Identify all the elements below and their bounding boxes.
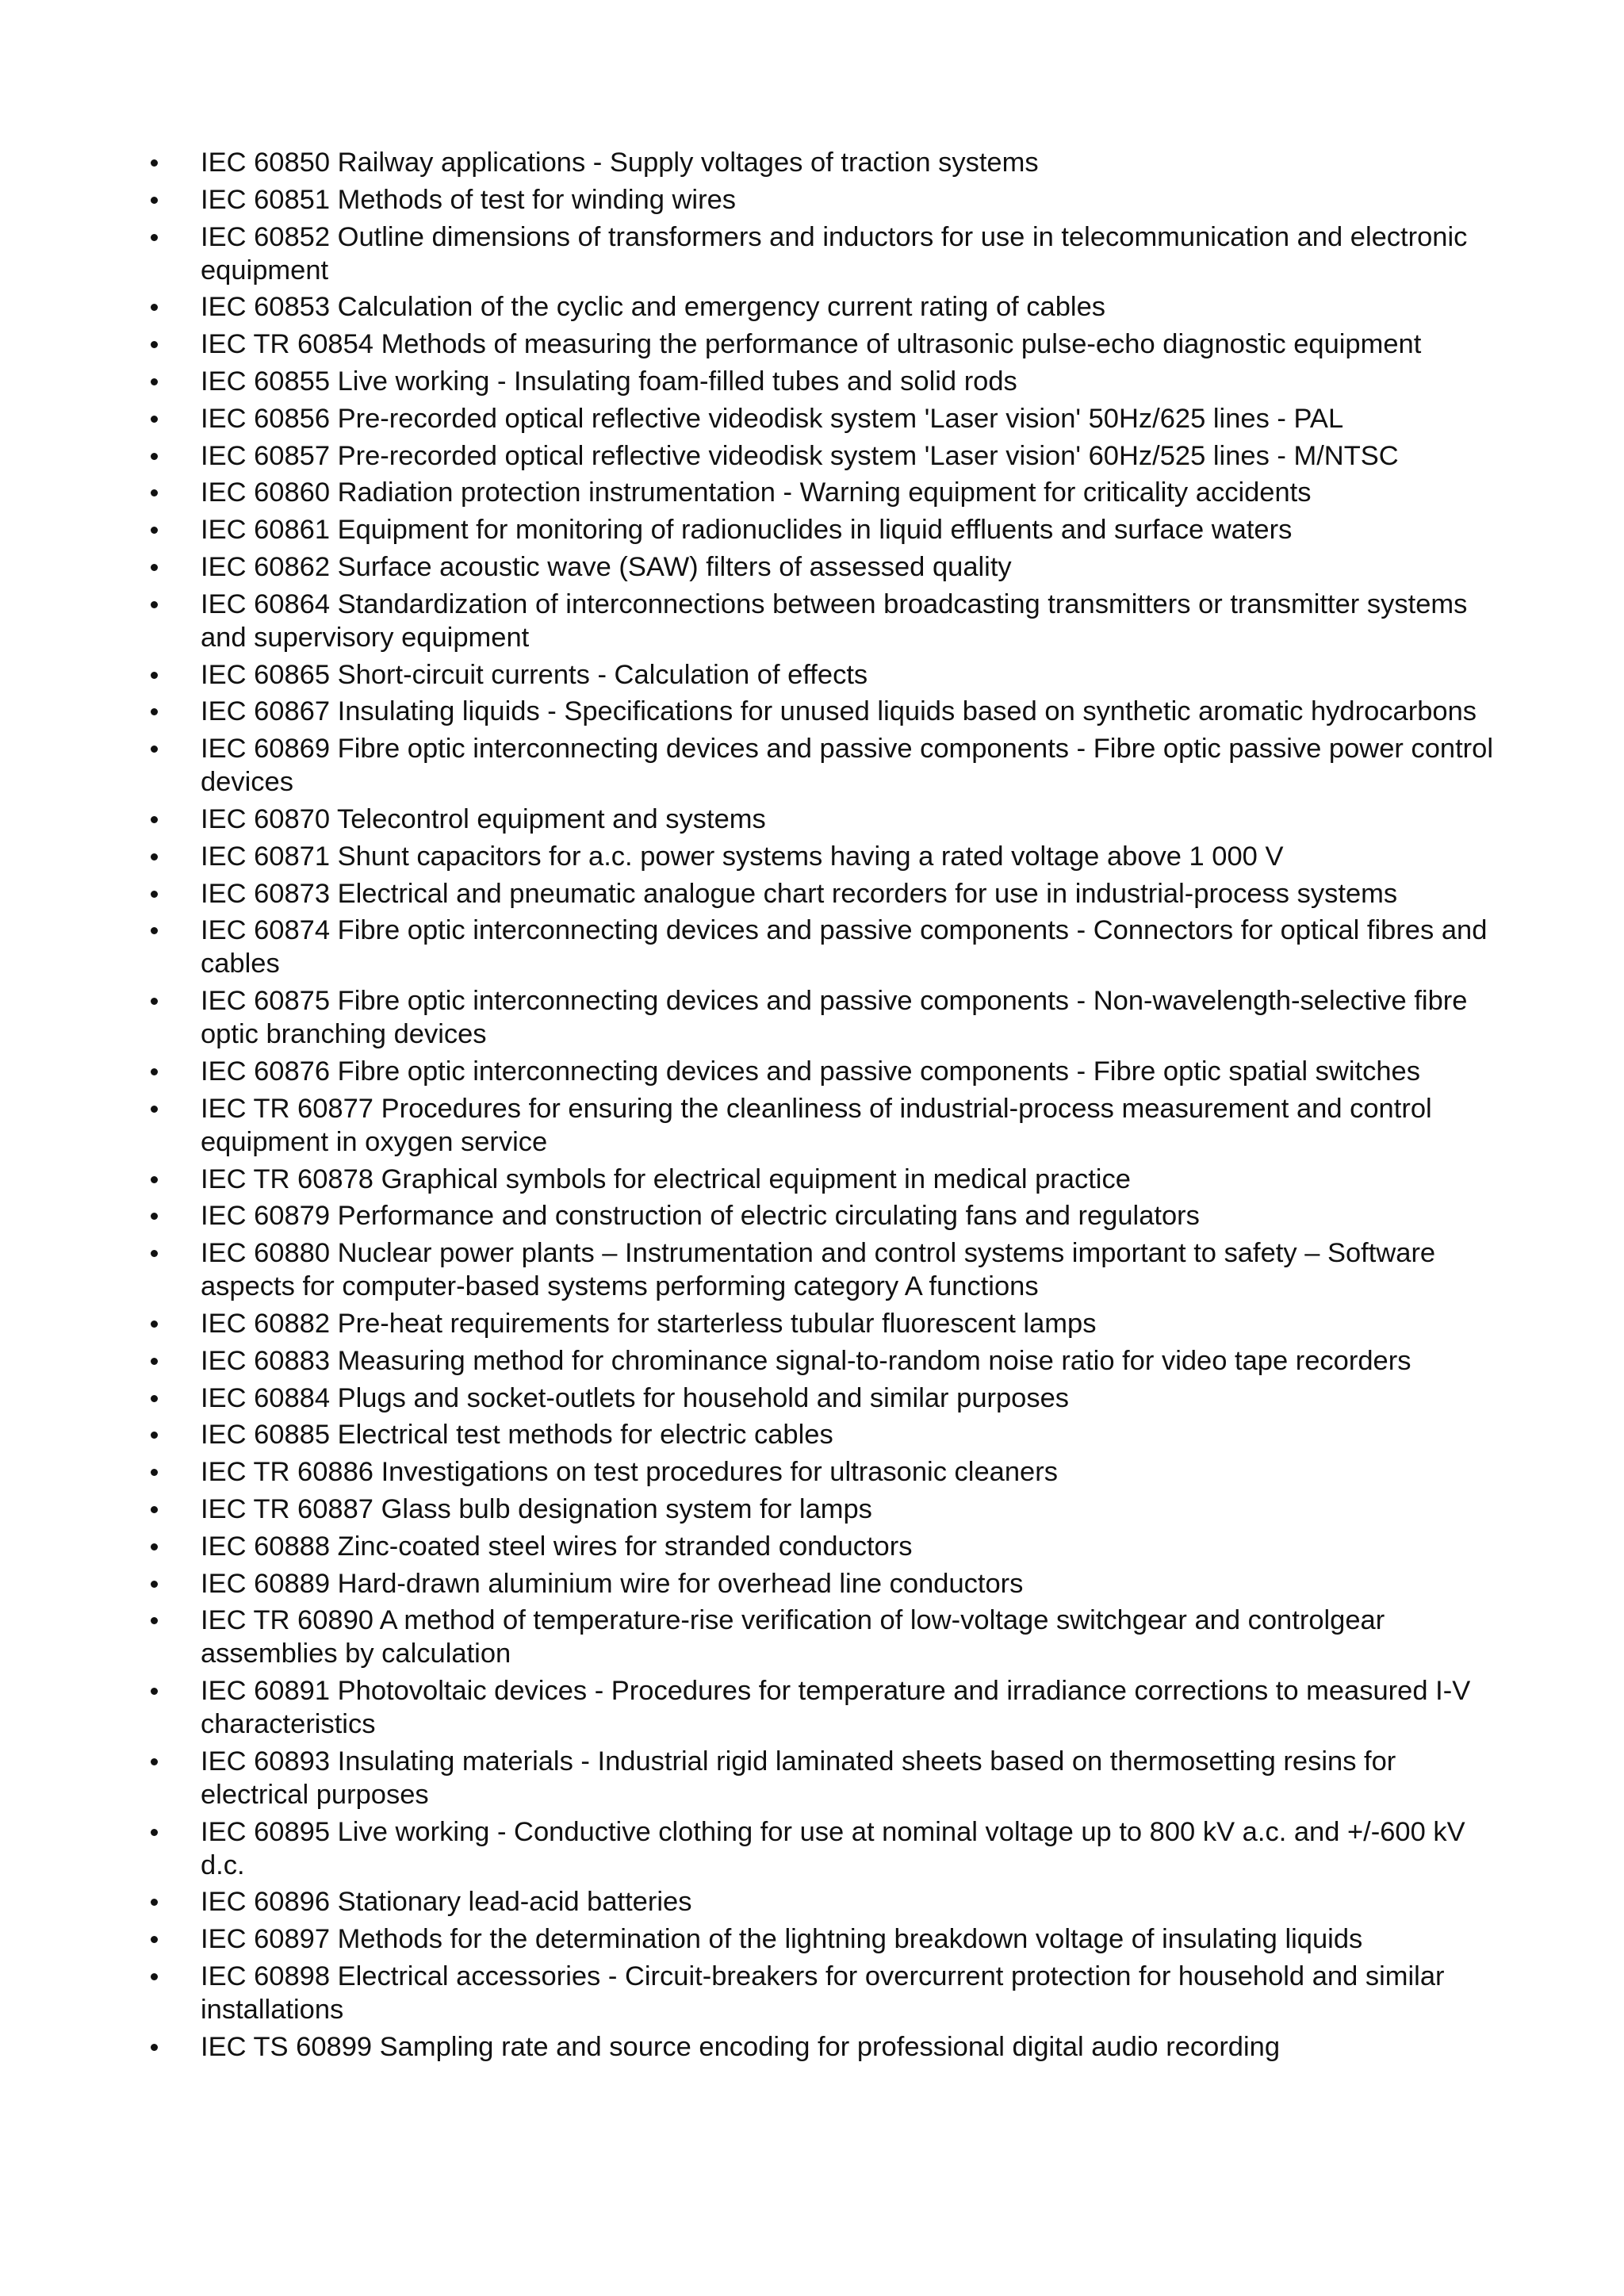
bullet-icon xyxy=(151,1973,158,1980)
bullet-icon xyxy=(151,1213,158,1220)
list-item xyxy=(147,1344,1495,1378)
standard-title: IEC TR 60886 Investigations on test procedures for ultrasonic cleaners xyxy=(201,1457,1058,1488)
standard-title: IEC TR 60854 Methods of measuring the performance of ultrasonic pulse-echo diagnostic equipment xyxy=(201,329,1422,360)
list-item xyxy=(147,328,1495,361)
list-item xyxy=(147,476,1495,509)
bullet-icon xyxy=(151,1432,158,1439)
list-item xyxy=(147,290,1495,324)
standard-title: IEC TR 60878 Graphical symbols for electrical equipment in medical practice xyxy=(201,1163,1131,1194)
standard-title: IEC 60889 Hard-drawn aluminium wire for overhead line conductors xyxy=(201,1568,1024,1599)
list-item xyxy=(147,1815,1495,1882)
bullet-icon xyxy=(151,1899,158,1906)
list-item xyxy=(147,803,1495,836)
bullet-icon xyxy=(151,927,158,934)
bullet-icon xyxy=(151,159,158,167)
bullet-icon xyxy=(151,746,158,753)
list-item xyxy=(147,840,1495,873)
standard-title: IEC 60882 Pre-heat requirements for starterless tubular fluorescent lamps xyxy=(201,1308,1097,1339)
standard-title: IEC 60871 Shunt capacitors for a.c. power systems having a rated voltage above 1 000 V xyxy=(201,841,1284,872)
bullet-icon xyxy=(151,197,158,204)
bullet-icon xyxy=(151,1068,158,1075)
standard-title: IEC TR 60887 Glass bulb designation system for lamps xyxy=(201,1493,872,1524)
bullet-icon xyxy=(151,1758,158,1765)
standard-title: IEC 60873 Electrical and pneumatic analogue chart recorders for use in industrial-process systems xyxy=(201,878,1398,909)
standard-title: IEC 60876 Fibre optic interconnecting devices and passive components - Fibre optic spatial switches xyxy=(201,1056,1420,1087)
list-item xyxy=(147,914,1495,980)
list-item xyxy=(147,1236,1495,1303)
list-item xyxy=(147,1530,1495,1563)
bullet-icon xyxy=(151,453,158,460)
standard-title: IEC 60891 Photovoltaic devices - Procedures for temperature and irradiance corrections to measured I-V characteristics xyxy=(201,1676,1471,1740)
bullet-icon xyxy=(151,489,158,496)
list-item xyxy=(147,146,1495,179)
list-item xyxy=(147,1493,1495,1526)
standard-title: IEC 60867 Insulating liquids - Specifications for unused liquids based on synthetic aromatic hydrocarbons xyxy=(201,696,1477,727)
bullet-icon xyxy=(151,234,158,241)
standard-title: IEC 60893 Insulating materials - Industrial rigid laminated sheets based on thermosetting resins for electrical purposes xyxy=(201,1746,1396,1810)
bullet-icon xyxy=(151,1320,158,1328)
standard-title: IEC 60864 Standardization of interconnections between broadcasting transmitters or transmitter systems and supervisory equipment xyxy=(201,588,1468,653)
list-item xyxy=(147,732,1495,799)
list-item xyxy=(147,183,1495,217)
standard-title: IEC 60857 Pre-recorded optical reflective videodisk system 'Laser vision' 60Hz/525 lines - M/NTSC xyxy=(201,440,1399,471)
standard-title: IEC 60883 Measuring method for chrominance signal-to-random noise ratio for video tape recorders xyxy=(201,1345,1411,1376)
bullet-icon xyxy=(151,853,158,861)
list-item xyxy=(147,2030,1495,2064)
bullet-icon xyxy=(151,1688,158,1695)
standard-title: IEC 60869 Fibre optic interconnecting devices and passive components - Fibre optic passive power control devices xyxy=(201,734,1494,798)
standard-title: IEC 60898 Electrical accessories - Circuit-breakers for overcurrent protection for household and similar installations xyxy=(201,1961,1445,2026)
bullet-icon xyxy=(151,816,158,823)
bullet-icon xyxy=(151,304,158,311)
list-item xyxy=(147,695,1495,728)
bullet-icon xyxy=(151,891,158,898)
bullet-icon xyxy=(151,708,158,715)
bullet-icon xyxy=(151,1106,158,1113)
standard-title: IEC 60850 Railway applications - Supply voltages of traction systems xyxy=(201,148,1039,178)
standard-title: IEC TR 60877 Procedures for ensuring the cleanliness of industrial-process measurement and control equipment in oxygen service xyxy=(201,1093,1432,1157)
list-item xyxy=(147,439,1495,473)
standard-title: IEC 60852 Outline dimensions of transformers and inductors for use in telecommunication and electronic equipment xyxy=(201,221,1468,286)
list-item xyxy=(147,1674,1495,1741)
standard-title: IEC 60874 Fibre optic interconnecting devices and passive components - Connectors for optical fibres and cables xyxy=(201,915,1488,979)
bullet-icon xyxy=(151,1395,158,1402)
list-item xyxy=(147,402,1495,435)
list-item xyxy=(147,513,1495,546)
standard-title: IEC TS 60899 Sampling rate and source encoding for professional digital audio recording xyxy=(201,2031,1281,2062)
standard-title: IEC 60862 Surface acoustic wave (SAW) filters of assessed quality xyxy=(201,551,1012,582)
standard-title: IEC 60897 Methods for the determination of the lightning breakdown voltage of insulating liquids xyxy=(201,1924,1363,1955)
bullet-icon xyxy=(151,1617,158,1624)
bullet-icon xyxy=(151,2044,158,2051)
standard-title: IEC 60855 Live working - Insulating foam-filled tubes and solid rods xyxy=(201,366,1017,397)
list-item xyxy=(147,1307,1495,1340)
standard-title: IEC 60875 Fibre optic interconnecting devices and passive components - Non-wavelength-selective fibre optic branching devices xyxy=(201,986,1468,1050)
list-item xyxy=(147,220,1495,287)
standard-title: IEC TR 60890 A method of temperature-rise verification of low-voltage switchgear and controlgear assemblies by calculation xyxy=(201,1605,1385,1669)
list-item xyxy=(147,1604,1495,1670)
list-item xyxy=(147,588,1495,654)
standard-title: IEC 60851 Methods of test for winding wires xyxy=(201,184,737,215)
standard-title: IEC 60870 Telecontrol equipment and systems xyxy=(201,803,766,834)
bullet-icon xyxy=(151,672,158,679)
standard-title: IEC 60888 Zinc-coated steel wires for stranded conductors xyxy=(201,1531,913,1562)
bullet-icon xyxy=(151,1543,158,1550)
standard-title: IEC 60880 Nuclear power plants – Instrumentation and control systems important to safety – Software aspects for computer-based systems performing category A functions xyxy=(201,1238,1436,1302)
bullet-icon xyxy=(151,1506,158,1513)
bullet-icon xyxy=(151,341,158,348)
list-item xyxy=(147,1199,1495,1232)
list-item xyxy=(147,1055,1495,1088)
bullet-icon xyxy=(151,1469,158,1476)
list-item xyxy=(147,550,1495,584)
standards-list xyxy=(147,146,1495,2068)
list-item xyxy=(147,1455,1495,1489)
list-item xyxy=(147,877,1495,910)
bullet-icon xyxy=(151,1358,158,1365)
bullet-icon xyxy=(151,1936,158,1943)
standard-title: IEC 60895 Live working - Conductive clothing for use at nominal voltage up to 800 kV a.c. and +/-600 kV d.c. xyxy=(201,1816,1465,1880)
bullet-icon xyxy=(151,527,158,534)
standard-title: IEC 60884 Plugs and socket-outlets for household and similar purposes xyxy=(201,1382,1070,1413)
bullet-icon xyxy=(151,378,158,385)
standard-title: IEC 60853 Calculation of the cyclic and emergency current rating of cables xyxy=(201,292,1106,323)
bullet-icon xyxy=(151,1176,158,1183)
standard-title: IEC 60856 Pre-recorded optical reflective videodisk system 'Laser vision' 50Hz/625 lines - PAL xyxy=(201,403,1344,434)
list-item xyxy=(147,658,1495,692)
list-item xyxy=(147,1567,1495,1600)
list-item xyxy=(147,1382,1495,1415)
standard-title: IEC 60860 Radiation protection instrumentation - Warning equipment for criticality accidents xyxy=(201,477,1312,508)
standard-title: IEC 60865 Short-circuit currents - Calculation of effects xyxy=(201,659,868,690)
list-item xyxy=(147,1163,1495,1196)
standard-title: IEC 60885 Electrical test methods for electric cables xyxy=(201,1420,833,1451)
bullet-icon xyxy=(151,1250,158,1257)
bullet-icon xyxy=(151,1829,158,1836)
bullet-icon xyxy=(151,1581,158,1588)
list-item xyxy=(147,1922,1495,1956)
list-item xyxy=(147,984,1495,1051)
list-item xyxy=(147,1092,1495,1159)
list-item xyxy=(147,1745,1495,1811)
list-item xyxy=(147,1885,1495,1918)
list-item xyxy=(147,365,1495,398)
bullet-icon xyxy=(151,416,158,423)
standard-title: IEC 60879 Performance and construction of electric circulating fans and regulators xyxy=(201,1201,1200,1232)
list-item xyxy=(147,1418,1495,1451)
standard-title: IEC 60896 Stationary lead-acid batteries xyxy=(201,1887,692,1918)
standard-title: IEC 60861 Equipment for monitoring of radionuclides in liquid effluents and surface waters xyxy=(201,515,1293,546)
bullet-icon xyxy=(151,998,158,1005)
bullet-icon xyxy=(151,601,158,608)
list-item xyxy=(147,1960,1495,2026)
bullet-icon xyxy=(151,564,158,571)
